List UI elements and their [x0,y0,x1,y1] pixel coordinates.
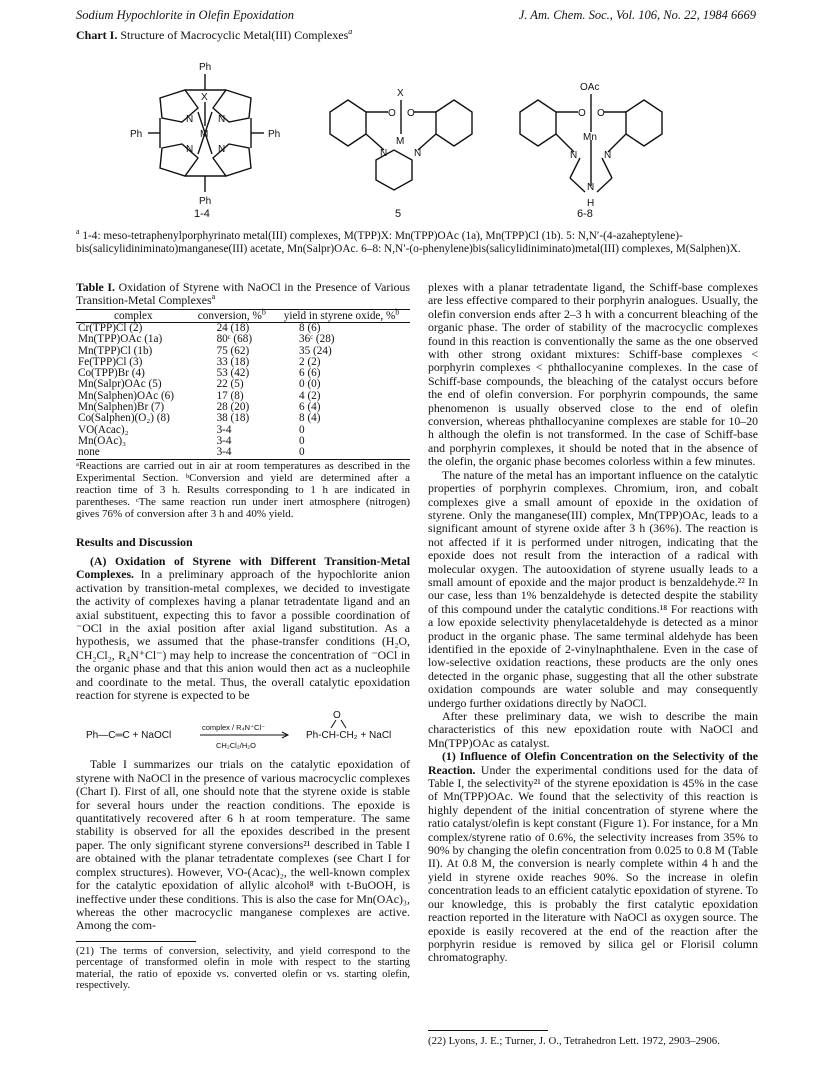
salphen-oac: OAc [580,82,600,93]
porph-m: M [200,129,209,140]
header-title: Sodium Hypochlorite in Olefin Epoxidation [76,8,295,22]
table-row [76,447,410,459]
cell-yield: 8 (6) [299,322,321,334]
cell-conversion: 17 (8) [216,389,244,402]
table-caption-sup: a [211,292,216,302]
cell-complex: Co(Salphen)(O₂) (8) [78,412,170,425]
cell-yield: 0 (0) [299,378,321,391]
porph-ph-top: Ph [199,62,212,73]
footnote-rule-right [428,1030,548,1031]
col-header-complex: complex [114,310,153,322]
header-citation: J. Am. Chem. Soc., Vol. 106, No. 22, 1984 6669 [518,8,756,22]
cell-conversion: 33 (18) [216,355,250,368]
cell-conversion: 3-4 [216,423,232,436]
table-row [76,334,410,345]
compound-label-1-4: 1-4 [194,208,210,220]
cell-complex: Mn(Salphen)OAc (6) [78,389,175,402]
footnote-22: (22) Lyons, J. E.; Turner, J. O., Tetrahedron Lett. 1972, 2903–2906. [428,1035,720,1047]
salphen-n2: N [604,150,612,161]
table-row [76,425,410,436]
col-header-yield: yield in styrene oxide, %$^b$ [283,307,400,322]
salphen-n1: N [570,150,578,161]
structures-svg [130,60,780,220]
table-caption-text: Oxidation of Styrene with NaOCl in the Presence of Various Transition-Metal Complexes [76,280,411,307]
porph-n4: N [218,144,226,155]
cell-yield: 0 [299,446,305,459]
chart-label: Chart I. [76,28,118,42]
eq-rhs: Ph-CH-CH₂ + NaCl [306,730,392,742]
chart-title: Structure of Macrocyclic Metal(III) Complexes [120,28,349,42]
section-heading: Results and Discussion [76,534,193,549]
left-column [76,281,410,992]
porph-ph-right: Ph [268,129,281,140]
salphen-n3: N [587,182,595,193]
salpr-n2: N [414,148,422,159]
salphen-h: H [587,198,595,209]
footnote-rule-left [76,941,196,942]
porph-n3: N [186,144,194,155]
salphen-structure [520,94,662,192]
table-caption [76,281,410,307]
cell-yield: 0 [299,423,305,436]
cell-complex: Mn(OAc)₃ [78,434,127,447]
cell-complex: Mn(TPP)Cl (1b) [78,344,153,357]
porph-x: X [201,92,208,103]
cell-conversion: 3-4 [216,434,232,447]
cell-conversion: 24 (18) [216,322,250,334]
table-body [76,323,410,460]
cell-conversion: 3-4 [216,446,232,459]
salpr-m: M [396,136,405,147]
table-footnote: ᵃReactions are carried out in air at room temperatures as described in the Experimental Section. ᵇConversion and yield are determined after a reaction time of 3 h. Results corresponding to 1 h are indicated in parentheses. ᶜThe same reaction run under inert atmosphere (nitrogen) gives 76% of conversion after 3 h and 40% yield. [76,459,410,520]
salphen-o1: O [578,108,586,119]
porph-n1: N [186,114,194,125]
cell-conversion: 53 (42) [216,367,250,380]
cell-conversion: 80ᶜ (68) [216,333,253,346]
cell-complex: Mn(TPP)OAc (1a) [78,333,163,346]
cell-yield: 35 (24) [299,344,332,357]
salphen-mn: Mn [583,132,597,143]
chart-footnote-text: 1-4: meso-tetraphenylporphyrinato metal(III) complexes, M(TPP)X: Mn(TPP)OAc (1a), Mn(TPP)Cl (1b). 5: N,N′-(4-azaheptylene)-bis(salicylidiniminato)manganese(III) acetate, Mn(Salpr)OAc. 6–8: N,N′-(o-phenylene)bis(salicylidiniminato)metal(III) complexes, M(Salphen)X. [76,230,741,255]
table-header-row [76,310,410,323]
cell-complex: Cr(TPP)Cl (2) [78,322,143,334]
porph-n2: N [218,114,226,125]
table-label: Table I. [76,280,115,294]
eq-above: complex / R₄N⁺Cl⁻ [202,723,266,733]
salpr-o1: O [388,108,396,119]
porph-ph-bottom: Ph [199,196,212,207]
porph-ph-left: Ph [130,129,143,140]
subsection-1-title: (1) Influence of Olefin Concentration on the Selectivity of the Reaction. [428,749,758,777]
cell-complex: none [78,446,100,459]
right-p1: plexes with a planar tetradentate ligand, the Schiff-base complexes are less effective compared to their porphyrin analogues. Usually, the olefin conversion ends after 2–3 h with a concurrent bleaching of the organic phase. The order of stability of the macrocyclic complexes found in this reaction is conventionally the same as the one observed with other strong oxidant mixtures: Schiff-base complexes < porphyrin complexes < phthallocyanine complexes. In the case of Schiff-base compounds, the bleaching of the catalyst occurs before the end of olefin conversion. For porphyrin compounds, the same phenomenon is usually observed close to the end of olefin conversion, whereas phthallocyanine complexes are stable for 10–20 h although the olefin is not transformed. In the case of Schiff-base and porphyrin complexes, it should be noted that in the absence of the olefin, the organic phase becomes colorless within a few minutes. [428,280,758,469]
cell-conversion: 28 (20) [216,401,250,414]
chart-structures [130,60,780,220]
eq-o: O [333,710,341,722]
cell-yield: 4 (2) [299,389,321,402]
cell-complex: Fe(TPP)Cl (3) [78,355,143,368]
cell-yield: 8 (4) [299,412,321,425]
salpr-x: X [397,88,404,99]
right-p4: Under the experimental conditions used for the data of Table I, the selectivity²¹ of the styrene epoxidation is 45% in the case of Mn(TPP)OAc. We found that the selectivity of this reaction is highly dependent of the initial concentration of styrene where the ratio catalyst/olefin is kept constant (Figure 1). For instance, for a Mn complex/styrene ratio of 0.6%, the selectivity increases from 35% to 90% by changing the olefin concentration from 0.025 to 0.8 M (Table II). At 0.8 M, the conversion is nearly complete within 4 h and the yield in styrene oxide reaches 90%. So the increase in olefin concentration leads to an efficient catalytic epoxidation of styrene. To our knowledge, this is probably the first catalytic epoxidation reaction reported in the literature with NaOCl as oxygen source. The epoxide is easily recovered at the end of the reaction after the porphyrin residue is removed by silica gel or Florisil column chromatography. [428,762,758,965]
table-row [76,436,410,447]
salpr-o2: O [407,108,415,119]
chart-footnote-mark: a [76,227,80,237]
data-table [76,309,410,460]
cell-complex: VO(Acac)₂ [78,423,129,436]
salphen-o2: O [597,108,605,119]
eq-below: CH₂Cl₂/H₂O [216,741,256,751]
compound-label-5: 5 [395,208,402,220]
cell-conversion: 75 (62) [216,344,250,357]
subsection-1-paragraph [428,750,758,965]
compound-label-6-8: 6-8 [577,208,593,220]
reaction-equation [76,708,410,750]
chart-footnote [76,227,756,255]
left-p2: Table I summarizes our trials on the catalytic epoxidation of styrene with NaOCl in the presence of various macrocyclic complexes (Chart I). First of all, one should note that the styrene oxide is stable for several hours under the reaction conditions. The epoxide is quantitatively recovered after 6 h at room temperature. The same stability is observed for all the epoxides described in the present paper. The only significant styrene conversions²¹ described in Table I are obtained with the planar tetradentate complexes (see Chart I for complex structures). However, VO-(Acac)₂, the well-known complex for the catalytic epoxidation of allylic alcohol⁸ with t-BuOOH, is ineffective under these conditions. This is also the case for Mn(OAc)₃, whereas the other macrocyclic manganese complexes are active. Among the com- [76,757,410,933]
right-p2: The nature of the metal has an important influence on the catalytic properties of porphyrin complexes. Chromium, iron, and cobalt complexes give a small amount of epoxide in the oxidation of styrene. Only the manganese(III) complex, Mn(TPP)OAc, leads to a significant amount of styrene oxide after 3 h (36%). The reaction is not affected if it is performed under nitrogen, indicating that the epoxide does not result from the interaction of a radical with molecular oxygen. The autooxidation of styrene usually leads to a small amount of epoxide and the major product is benzaldehyde.²² In our case, less than 1% benzaldehyde is detected despite the stability of this compound under the catalytic conditions.¹⁸ For reactions with a low epoxide selectivity phenylacetaldehyde is detected as a minor product in the organic phase. The same terminal aldehyde has been identified in the epoxide of 2-vinylnaphthalene. Even in the case of low-selective oxidation reactions, these products are the only ones detected in the organic phase, suggesting that all the other substrate oxidation compounds are water soluble and may consequently undergo further oxidations directly by NaOCl. [428,467,758,710]
chart-caption [76,28,352,43]
cell-complex: Co(TPP)Br (4) [78,367,145,380]
left-p1: In a preliminary approach of the hypochlorite anion activation by transition-metal complexes, we decided to investigate the activity of complexes having a planar tetradentate ligand and an axial substituent, expecting this to favor a possible coordination of ⁻OCl in the axial position after axial ligand substitution. As a hypothesis, we assumed that the phase-transfer conditions (H₂O, CH₂Cl₂, R₄N⁺Cl⁻) may help to increase the concentration of ⁻OCl in the organic phase and that this anion would then act as a nucleophile and coordinate to the metal. Thus, the overall catalytic epoxidation reaction for styrene is expected to be [76,567,410,703]
cell-conversion: 22 (5) [216,378,244,391]
subsection-a-title: (A) Oxidation of Styrene with Different Transition-Metal Complexes. [76,553,410,582]
cell-yield: 0 [299,434,305,447]
cell-yield: 6 (6) [299,367,321,380]
right-p3: After these preliminary data, we wish to describe the main characteristics of this new epoxidation route with NaOCl and Mn(TPP)OAc as catalyst. [428,709,758,750]
col-header-conversion: conversion, %$^b$ [197,307,266,322]
cell-complex: Mn(Salpr)OAc (5) [78,378,162,391]
cell-conversion: 38 (18) [216,412,250,425]
eq-lhs: Ph—C═C + NaOCl [86,730,172,742]
subsection-a-paragraph [76,555,410,702]
salpr-n1: N [380,148,388,159]
right-column [428,281,758,965]
cell-yield: 36ᶜ (28) [299,333,335,346]
running-header [76,8,756,26]
equation-svg [76,708,410,750]
cell-yield: 6 (4) [299,401,321,414]
footnote-21: (21) The terms of conversion, selectivity, and yield correspond to the percentage of transformed olefin in mole with respect to the starting material, the ratio of epoxide vs. converted olefin or vs. starting olefin, respectively. [76,944,410,992]
cell-complex: Mn(Salphen)Br (7) [78,401,165,414]
chart-title-sup: a [348,27,353,36]
cell-yield: 2 (2) [299,355,321,368]
table-row [76,413,410,424]
